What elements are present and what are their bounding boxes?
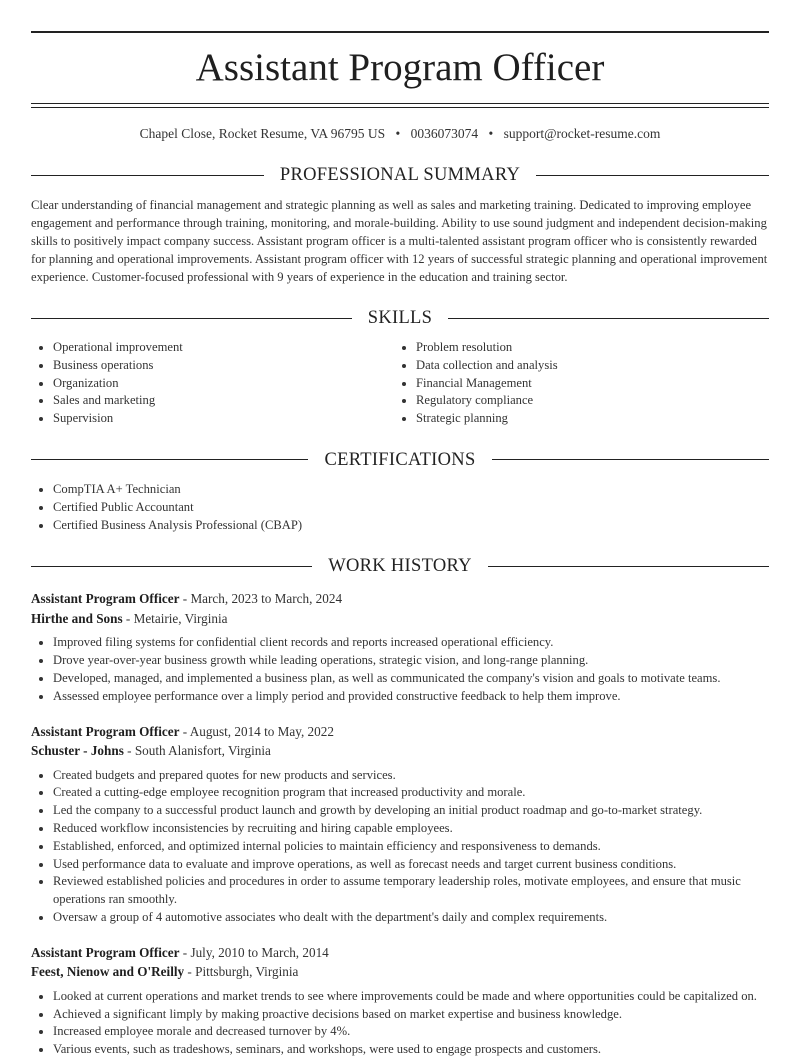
job-company: Hirthe and Sons (31, 610, 123, 626)
job-company: Schuster - Johns (31, 743, 124, 759)
job-bullet: • Looked at current operations and market trends to see where improvements could be made and where opportunities could be capitalized on. (53, 988, 769, 1006)
skill-item: • Sales and marketing (53, 392, 394, 410)
section-rule (31, 175, 264, 176)
skill-item: • Problem resolution (416, 339, 757, 357)
job-bullet: • Increased employee morale and decreased turnover by 4%. (53, 1023, 769, 1041)
job-entry (31, 589, 769, 705)
section-title-summary: PROFESSIONAL SUMMARY (279, 165, 521, 185)
job-title: Assistant Program Officer (31, 591, 180, 607)
section-rule (492, 459, 769, 460)
job-title-line (31, 589, 769, 609)
job-dates: - August, 2014 to May, 2022 (179, 723, 334, 739)
job-dates: - March, 2023 to March, 2024 (179, 591, 343, 607)
job-title: Assistant Program Officer (31, 723, 180, 739)
skills-left-column (31, 339, 394, 428)
job-entry (31, 943, 769, 1059)
skill-item: • Strategic planning (416, 410, 757, 428)
resume-page (31, 0, 769, 1059)
job-bullet: • Created budgets and prepared quotes for new products and services. (53, 767, 769, 785)
section-title-skills: SKILLS (367, 308, 433, 328)
skill-item: • Business operations (53, 357, 394, 375)
job-bullet: • Various events, such as tradeshows, seminars, and workshops, were used to engage prospects and customers. (53, 1041, 769, 1059)
job-location: - South Alanisfort, Virginia (123, 743, 271, 759)
job-bullet: • Reviewed established policies and procedures in order to assume temporary leadership roles, motivate employees, and ensure that music operations ran smoothly. (53, 873, 769, 909)
skill-item: • Organization (53, 375, 394, 393)
job-company-line (31, 609, 769, 629)
contact-phone[interactable]: 0036073074 (410, 126, 479, 141)
job-bullet: • Established, enforced, and optimized internal policies to maintain efficiency and responsiveness to demands. (53, 838, 769, 856)
job-bullet: • Assessed employee performance over a limply period and provided constructive feedback to help them improve. (53, 688, 769, 706)
section-title-certifications: CERTIFICATIONS (324, 449, 476, 470)
certification-item: • Certified Public Accountant (53, 499, 769, 517)
title-double-rule (31, 103, 769, 108)
section-header-summary (31, 164, 769, 186)
job-location: - Metairie, Virginia (122, 610, 228, 626)
section-rule (448, 318, 769, 319)
job-bullet: • Led the company to a successful product launch and growth by developing an initial product roadmap and go-to-market strategy. (53, 802, 769, 820)
skill-item: • Data collection and analysis (416, 357, 757, 375)
certification-item: • CompTIA A+ Technician (53, 481, 769, 499)
skills-right-column (394, 339, 757, 428)
top-rule (31, 31, 769, 33)
section-header-work (31, 555, 769, 577)
contact-address: Chapel Close, Rocket Resume, VA 96795 US (139, 126, 386, 141)
job-bullet: • Developed, managed, and implemented a business plan, as well as communicated the company's vision and goals to motivate teams. (53, 670, 769, 688)
job-bullet: • Used performance data to evaluate and improve operations, as well as forecast needs and target current business conditions. (53, 856, 769, 874)
job-company-line (31, 962, 769, 982)
skill-item: • Operational improvement (53, 339, 394, 357)
job-bullet: • Achieved a significant limply by making proactive decisions based on market expertise and business knowledge. (53, 1006, 769, 1024)
section-header-skills (31, 307, 769, 329)
job-title-line (31, 722, 769, 742)
section-rule (488, 566, 769, 567)
section-rule (31, 459, 308, 460)
contact-line (31, 125, 769, 143)
skill-item: • Supervision (53, 410, 394, 428)
job-company: Feest, Nienow and O'Reilly (31, 964, 185, 980)
skill-item: • Financial Management (416, 375, 757, 393)
skills-list (31, 339, 769, 428)
job-company-line (31, 741, 769, 761)
section-rule (31, 566, 312, 567)
job-title-line (31, 943, 769, 963)
resume-title: Assistant Program Officer (195, 46, 605, 89)
summary-text: Clear understanding of financial management and strategic planning as well as sales and marketing training. Dedicated to improving employee engagement and performance through training, monitoring, and morale-building. Ability to use sound judgment and independent decision-making skills to positively impact company success. Assistant program officer is a multi-talented assistant program officer who is consistently rewarded for planning and operational improvements. Assistant program officer with 12 years of successful strategic planning and operational improvement experience. Customer-focused professional with 9 years of experience in the education and training sector. (31, 198, 768, 284)
section-rule (536, 175, 769, 176)
job-location: - Pittsburgh, Virginia (184, 964, 299, 980)
job-bullets (31, 767, 769, 927)
job-bullet: • Improved filing systems for confidential client records and reports increased operational efficiency. (53, 634, 769, 652)
contact-separator: • (488, 126, 494, 141)
certification-item: • Certified Business Analysis Professional (CBAP) (53, 517, 769, 535)
section-header-certifications (31, 449, 769, 471)
job-title: Assistant Program Officer (31, 944, 180, 960)
job-bullet: • Created a cutting-edge employee recognition program that increased productivity and morale. (53, 784, 769, 802)
section-title-work: WORK HISTORY (328, 556, 472, 577)
job-entry (31, 722, 769, 927)
certifications-list (31, 481, 769, 534)
contact-separator: • (395, 126, 401, 141)
job-bullets (31, 988, 769, 1059)
job-dates: - July, 2010 to March, 2014 (179, 944, 329, 960)
job-bullet: • Oversaw a group of 4 automotive associates who dealt with the department's daily and complex requirements. (53, 909, 769, 927)
job-bullet: • Reduced workflow inconsistencies by recruiting and hiring capable employees. (53, 820, 769, 838)
job-bullets (31, 634, 769, 705)
skill-item: • Regulatory compliance (416, 392, 757, 410)
section-rule (31, 318, 352, 319)
job-bullet: • Drove year-over-year business growth while leading operations, strategic vision, and long-range planning. (53, 652, 769, 670)
contact-email[interactable]: support@rocket-resume.com (503, 126, 661, 141)
